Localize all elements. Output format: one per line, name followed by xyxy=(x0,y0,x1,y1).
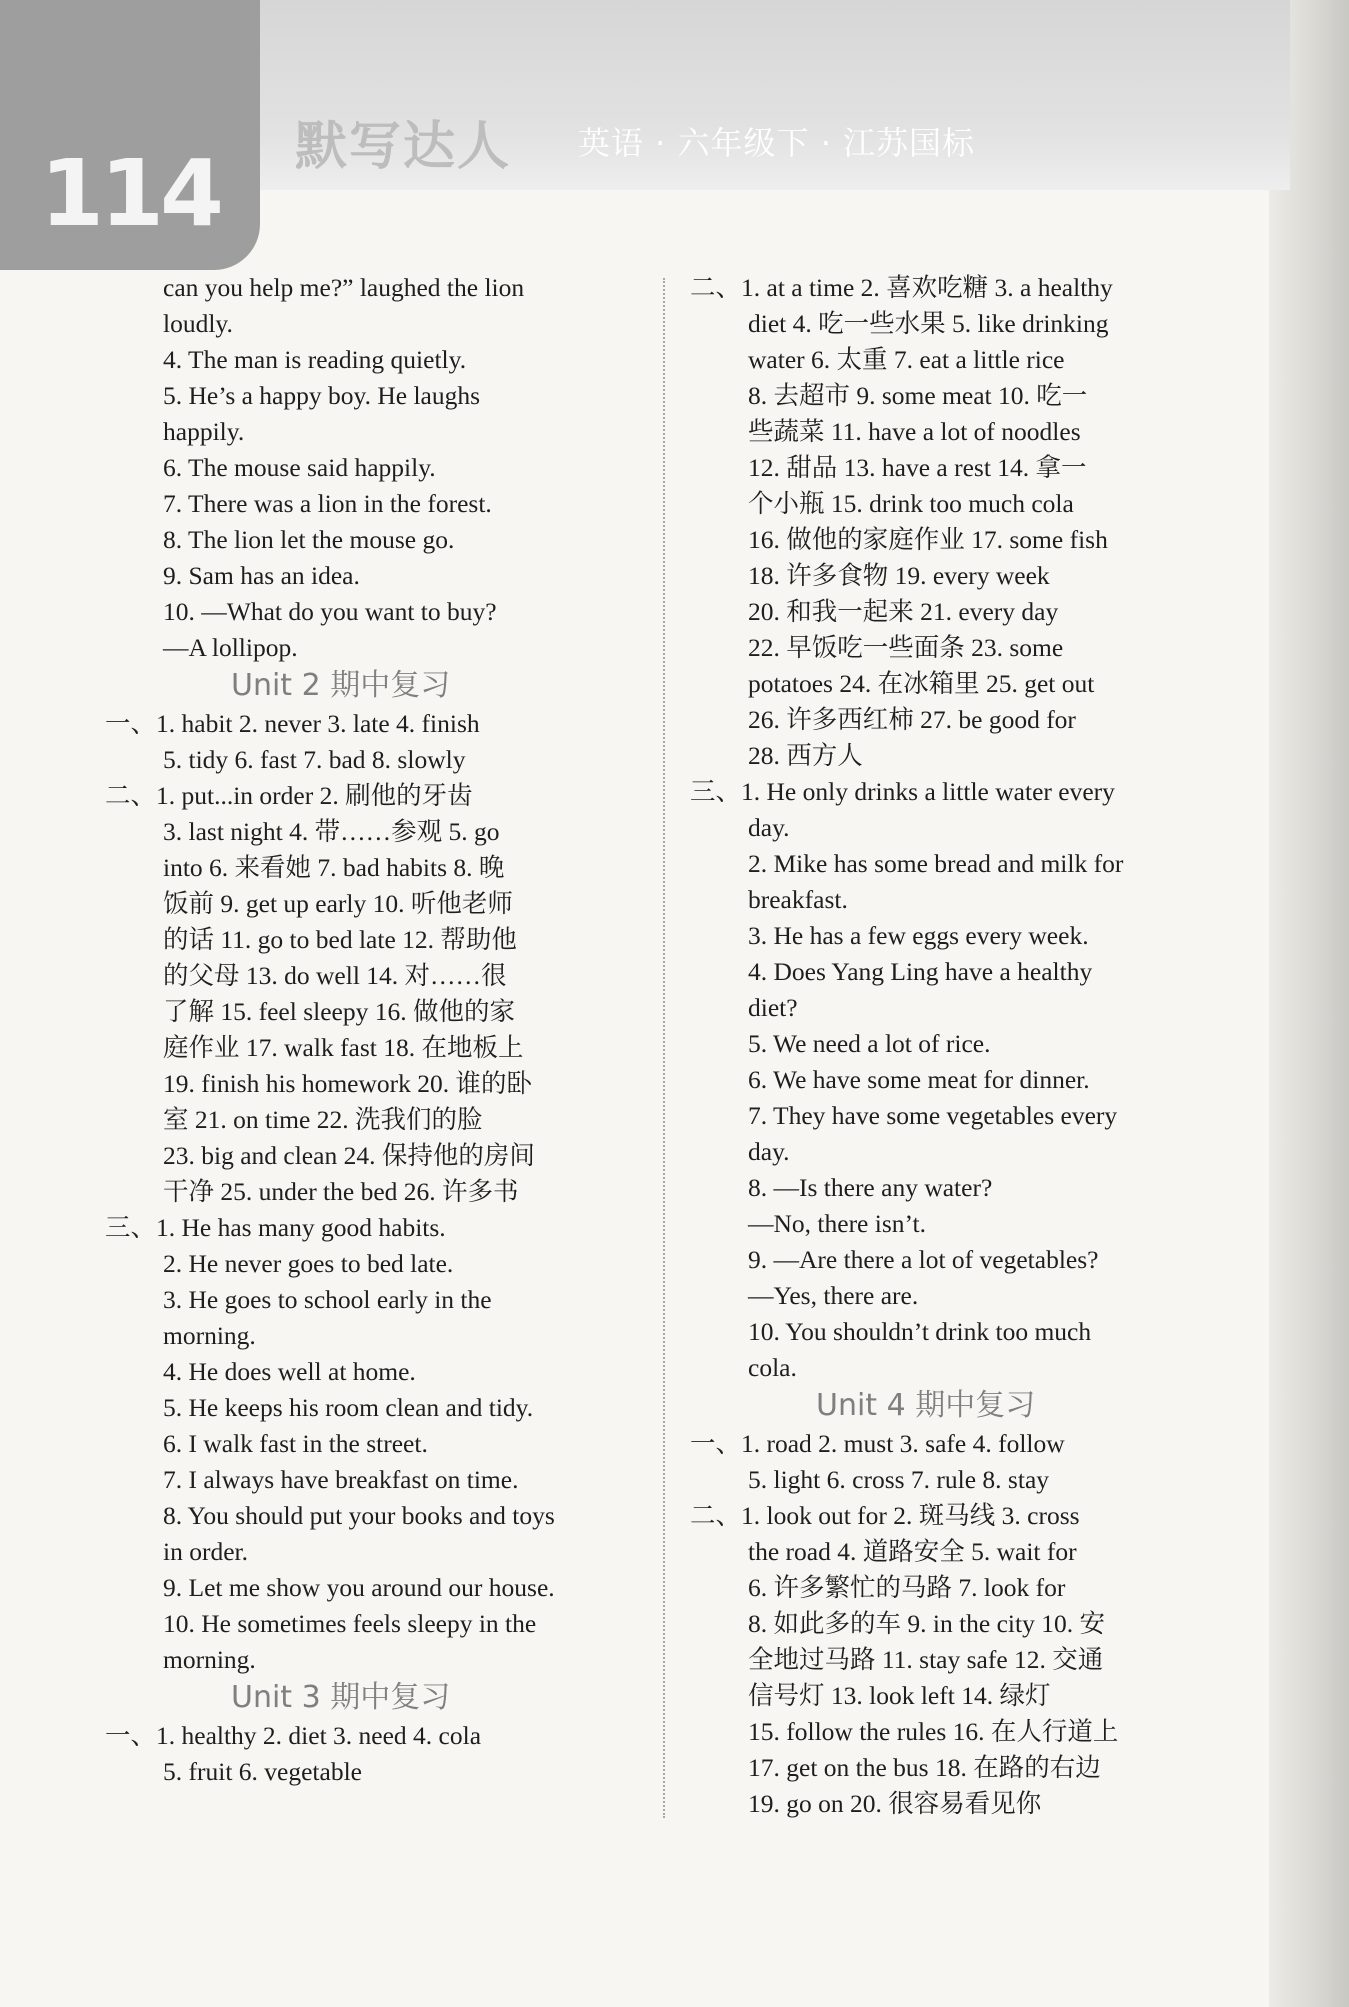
answer-line: 6. 许多繁忙的马路 7. look for xyxy=(748,1573,1066,1602)
answer-line: 5. He keeps his room clean and tidy. xyxy=(163,1393,534,1422)
unit-heading: Unit 4 期中复习 xyxy=(816,1388,1036,1423)
answer-line: 5. fruit 6. vegetable xyxy=(163,1757,362,1786)
answer-line: 15. follow the rules 16. 在人行道上 xyxy=(748,1717,1119,1746)
answer-line: 个小瓶 15. drink too much cola xyxy=(748,489,1074,518)
answer-line: 18. 许多食物 19. every week xyxy=(748,561,1050,590)
answer-line: diet? xyxy=(748,993,798,1022)
answer-line: 一、1. healthy 2. diet 3. need 4. cola xyxy=(105,1721,482,1750)
page-number: 114 xyxy=(40,140,221,247)
answer-line: 20. 和我一起来 21. every day xyxy=(748,597,1059,626)
answer-line: 8. —Is there any water? xyxy=(748,1173,993,1202)
answer-line: 10. —What do you want to buy? xyxy=(163,597,497,626)
answer-line: morning. xyxy=(163,1321,256,1350)
answer-line: 一、1. habit 2. never 3. late 4. finish xyxy=(105,709,480,738)
answer-line: morning. xyxy=(163,1645,256,1674)
answer-line: in order. xyxy=(163,1537,248,1566)
answer-line: 三、1. He only drinks a little water every xyxy=(690,777,1115,806)
answer-line: 23. big and clean 24. 保持他的房间 xyxy=(163,1141,535,1170)
answer-line: 7. I always have breakfast on time. xyxy=(163,1465,519,1494)
answer-line: the road 4. 道路安全 5. wait for xyxy=(748,1537,1077,1566)
unit-heading: Unit 3 期中复习 xyxy=(231,1680,451,1715)
answer-line: 16. 做他的家庭作业 17. some fish xyxy=(748,525,1108,554)
answer-line: 二、1. at a time 2. 喜欢吃糖 3. a healthy xyxy=(690,273,1113,302)
answer-line: 2. Mike has some bread and milk for xyxy=(748,849,1124,878)
answer-line: 5. tidy 6. fast 7. bad 8. slowly xyxy=(163,745,466,774)
answer-line: —Yes, there are. xyxy=(748,1281,919,1310)
answer-line: 8. You should put your books and toys xyxy=(163,1501,555,1530)
unit-heading: Unit 2 期中复习 xyxy=(231,668,451,703)
answer-line: 9. Let me show you around our house. xyxy=(163,1573,555,1602)
answer-line: 3. He goes to school early in the xyxy=(163,1285,492,1314)
answer-line: breakfast. xyxy=(748,885,848,914)
answer-line: 28. 西方人 xyxy=(748,741,863,770)
page-number-tab xyxy=(0,0,260,270)
answer-line: 三、1. He has many good habits. xyxy=(105,1213,446,1242)
answer-line: 7. There was a lion in the forest. xyxy=(163,489,492,518)
book-info: 英语 · 六年级下 · 江苏国标 xyxy=(578,124,976,162)
answer-line: 10. He sometimes feels sleepy in the xyxy=(163,1609,537,1638)
answer-line: 19. go on 20. 很容易看见你 xyxy=(748,1789,1042,1818)
torn-edge xyxy=(1269,0,1349,2007)
right-column xyxy=(690,270,1250,1822)
answer-line: 3. last night 4. 带……参观 5. go xyxy=(163,817,500,846)
answer-line: 3. He has a few eggs every week. xyxy=(748,921,1089,950)
answer-line: 22. 早饭吃一些面条 23. some xyxy=(748,633,1064,662)
answer-line: 二、1. put...in order 2. 刷他的牙齿 xyxy=(105,781,473,810)
answer-line: 10. You shouldn’t drink too much xyxy=(748,1317,1092,1346)
answer-line: 室 21. on time 22. 洗我们的脸 xyxy=(163,1105,483,1134)
answer-line: can you help me?” laughed the lion xyxy=(163,273,525,302)
answer-line: 7. They have some vegetables every xyxy=(748,1101,1118,1130)
answer-line: 2. He never goes to bed late. xyxy=(163,1249,454,1278)
brand-title: 默写达人 xyxy=(295,117,512,177)
answer-line: 全地过马路 11. stay safe 12. 交通 xyxy=(748,1645,1104,1674)
answer-line: 的话 11. go to bed late 12. 帮助他 xyxy=(163,925,517,954)
answer-line: 庭作业 17. walk fast 18. 在地板上 xyxy=(163,1033,524,1062)
answer-line: 19. finish his homework 20. 谁的卧 xyxy=(163,1069,533,1098)
answer-line: 二、1. look out for 2. 斑马线 3. cross xyxy=(690,1501,1080,1530)
answer-line: 的父母 13. do well 14. 对……很 xyxy=(163,961,507,990)
answer-line: 26. 许多西红柿 27. be good for xyxy=(748,705,1076,734)
column-divider xyxy=(663,278,665,1818)
answer-line: 4. Does Yang Ling have a healthy xyxy=(748,957,1093,986)
answer-line: 些蔬菜 11. have a lot of noodles xyxy=(748,417,1081,446)
answer-line: into 6. 来看她 7. bad habits 8. 晚 xyxy=(163,853,505,882)
answer-line: 一、1. road 2. must 3. safe 4. follow xyxy=(690,1429,1065,1458)
answer-line: day. xyxy=(748,1137,790,1166)
answer-line: 饭前 9. get up early 10. 听他老师 xyxy=(163,889,513,918)
answer-line: 12. 甜品 13. have a rest 14. 拿一 xyxy=(748,453,1087,482)
answer-line: 了解 15. feel sleepy 16. 做他的家 xyxy=(163,997,515,1026)
answer-line: 17. get on the bus 18. 在路的右边 xyxy=(748,1753,1101,1782)
answer-line: 5. We need a lot of rice. xyxy=(748,1029,991,1058)
answer-line: 6. The mouse said happily. xyxy=(163,453,436,482)
answer-line: —A lollipop. xyxy=(163,633,298,662)
answer-line: 6. I walk fast in the street. xyxy=(163,1429,428,1458)
answer-line: 6. We have some meat for dinner. xyxy=(748,1065,1090,1094)
answer-line: 8. The lion let the mouse go. xyxy=(163,525,455,554)
answer-line: loudly. xyxy=(163,309,233,338)
answer-line: 5. light 6. cross 7. rule 8. stay xyxy=(748,1465,1050,1494)
answer-line: water 6. 太重 7. eat a little rice xyxy=(748,345,1065,374)
answer-line: 4. The man is reading quietly. xyxy=(163,345,467,374)
answer-line: cola. xyxy=(748,1353,797,1382)
answer-line: 8. 去超市 9. some meat 10. 吃一 xyxy=(748,381,1088,410)
answer-line: 信号灯 13. look left 14. 绿灯 xyxy=(748,1681,1051,1710)
answer-line: 8. 如此多的车 9. in the city 10. 安 xyxy=(748,1609,1105,1638)
answer-line: 4. He does well at home. xyxy=(163,1357,416,1386)
answer-line: happily. xyxy=(163,417,245,446)
answer-line: diet 4. 吃一些水果 5. like drinking xyxy=(748,309,1109,338)
answer-line: —No, there isn’t. xyxy=(748,1209,927,1238)
left-column xyxy=(105,270,665,1790)
answer-line: 干净 25. under the bed 26. 许多书 xyxy=(163,1177,519,1206)
answer-line: potatoes 24. 在冰箱里 25. get out xyxy=(748,669,1095,698)
answer-line: day. xyxy=(748,813,790,842)
answer-line: 9. —Are there a lot of vegetables? xyxy=(748,1245,1099,1274)
answer-line: 5. He’s a happy boy. He laughs xyxy=(163,381,481,410)
answer-line: 9. Sam has an idea. xyxy=(163,561,360,590)
